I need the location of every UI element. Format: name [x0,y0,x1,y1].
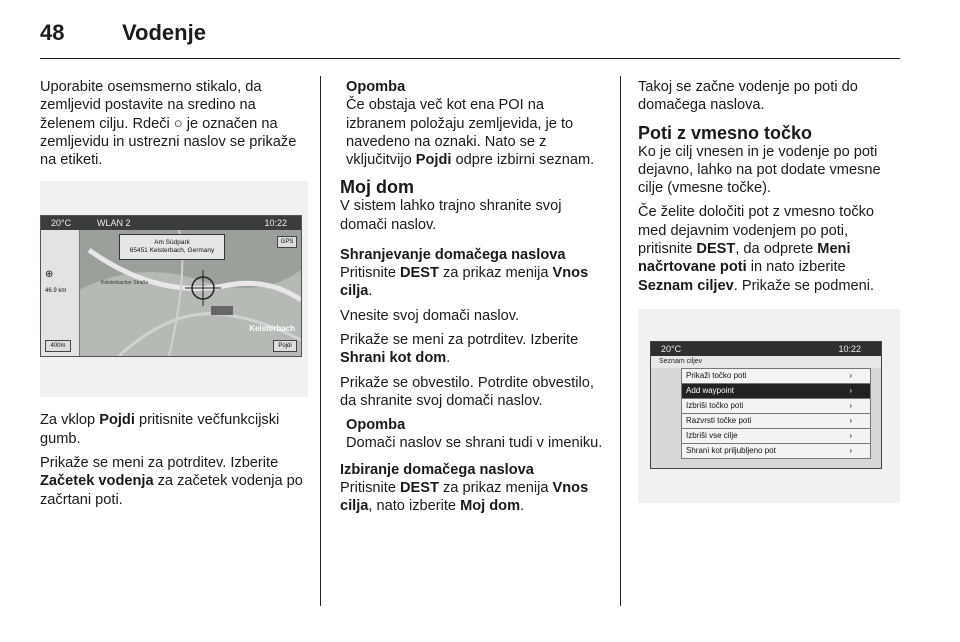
menu-item[interactable]: Add waypoint › [681,384,871,399]
temperature: 20°C [661,343,682,354]
column-1 [40,78,308,515]
page-title: Vodenje [122,20,206,45]
chevron-right-icon: › [849,445,852,455]
route-menu-screen [650,341,882,469]
page-header [40,20,206,46]
map-screen [40,215,302,357]
menu-screenshot [638,309,900,503]
wlan-label: WLAN 2 [97,218,131,229]
address-label: Am Südpark 65451 Kelsterbach, Germany [119,234,225,260]
chevron-right-icon: › [849,370,852,380]
paragraph: Prikaže se obvestilo. Potrdite obvestilo, da shranite svoj domači naslov. [340,374,594,409]
column-3 [638,78,902,503]
navigation-map-screenshot [40,181,308,397]
chevron-right-icon: › [849,400,852,410]
paragraph: Ko je cilj vnesen in je vodenje po poti dejavno, lahko na pot dodate vmesne cilje (vmesne točke). [638,143,881,197]
paragraph: Prikaže se meni za potrditev. Izberite Shrani kot dom. [340,331,579,367]
paragraph: V sistem lahko trajno shranite svoj domači naslov. [340,198,562,233]
temperature: 20°C [51,218,72,229]
column-divider-1 [320,76,321,606]
road-label: Kelsterbacher Straße [101,280,149,287]
gps-button[interactable]: GPS [277,236,297,248]
compass-icon: ⊕ [45,269,54,281]
paragraph: Pritisnite DEST za prikaz menija Vnos cilja. [340,265,589,300]
menu-item[interactable]: Izbriši točko poti › [681,399,871,414]
menu-item[interactable]: Izbriši vse cilje › [681,429,871,444]
chevron-right-icon: › [849,430,852,440]
map-side-panel [41,230,80,356]
clock: 10:22 [264,218,287,229]
distance: 46.9 km [45,288,67,295]
menu-item[interactable]: Shrani kot priljubljeno pot › [681,444,871,459]
scale-button[interactable]: 400m [45,340,71,352]
paragraph: Če želite določiti pot z vmesno točko med dejavnim vodenjem po poti, pritisnite DEST, da odprete Meni načrtovane poti in nato izberite Seznam ciljev. Prikaže se podmeni. [638,204,875,294]
section-heading: Poti z vmesno točko [638,122,813,143]
paragraph: Pritisnite DEST za prikaz menija Vnos cilja, nato izberite Moj dom. [340,479,589,515]
paragraph: Takoj se začne vodenje po poti do domačega naslova. [638,79,858,114]
subsection-heading: Shranjevanje domačega naslova [340,247,566,264]
column-2 [340,78,608,521]
status-bar [651,342,881,356]
note-text: Če obstaja več kot ena POI na izbranem položaju zemljevida, je to navedeno na oznaki. Nato se z vključitvijo Pojdi odpre izbirni seznam. [346,97,595,169]
menu-item[interactable]: Razvrsti točke poti › [681,414,871,429]
clock: 10:22 [838,343,861,354]
note-text: Domači naslov se shrani tudi v imeniku. [346,435,603,452]
paragraph: Za vklop Pojdi pritisnite večfunkcijski gumb. [40,412,280,447]
paragraph: Vnesite svoj domači naslov. [340,307,519,324]
subsection-heading: Izbiranje domačega naslova [340,461,534,478]
note-title: Opomba [346,79,406,95]
city-label: Kelsterbach [249,324,295,334]
note-title: Opomba [346,417,406,434]
paragraph: Prikaže se meni za potrditev. Izberite Začetek vodenja za začetek vodenja po začrtani poti. [40,455,303,508]
section-heading: Moj dom [340,177,414,198]
status-bar [41,216,301,230]
go-button[interactable]: Pojdi [273,340,297,352]
menu-subtitle: Seznam ciljev [651,356,881,368]
note-box [340,416,608,453]
paragraph: Uporabite osemsmerno stikalo, da zemljevid postavite na sredino na želenem cilju. Rdeči ○ je označen na zemljevidu in ustrezni naslov se prikaže na etiketi. [40,79,297,169]
header-rule [40,58,900,59]
note-box [340,78,608,169]
page-number: 48 [40,20,65,45]
chevron-right-icon: › [849,415,852,425]
menu-list [651,368,881,459]
column-divider-2 [620,76,621,606]
chevron-right-icon: › [849,385,852,395]
menu-item[interactable]: Prikaži točko poti › [681,368,871,384]
